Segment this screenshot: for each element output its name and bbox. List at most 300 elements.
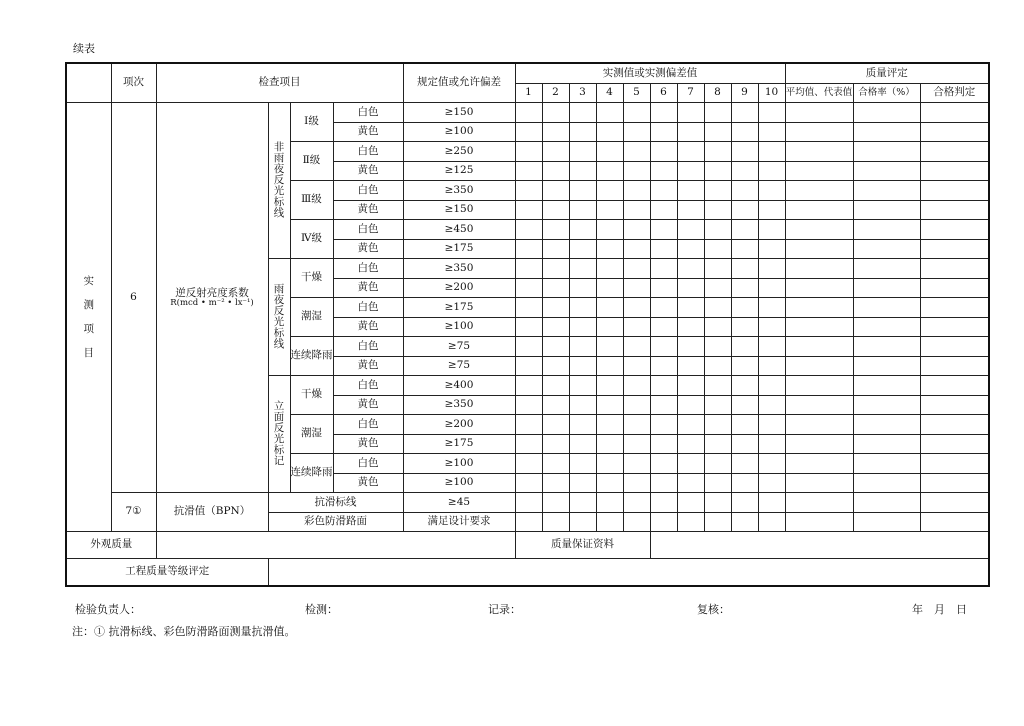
- measure-cell[interactable]: [569, 337, 596, 357]
- measure-cell[interactable]: [853, 337, 920, 357]
- measure-cell[interactable]: [650, 356, 677, 376]
- measure-cell[interactable]: [569, 259, 596, 279]
- measure-cell[interactable]: [704, 220, 731, 240]
- measure-cell[interactable]: [758, 161, 785, 181]
- measure-cell[interactable]: [785, 415, 853, 435]
- measure-cell[interactable]: [920, 493, 989, 513]
- measure-cell[interactable]: [650, 200, 677, 220]
- measure-cell[interactable]: [623, 337, 650, 357]
- measure-cell[interactable]: [569, 317, 596, 337]
- measure-cell[interactable]: [853, 239, 920, 259]
- measure-cell[interactable]: [650, 512, 677, 532]
- measure-cell[interactable]: [542, 512, 569, 532]
- measure-cell[interactable]: [650, 181, 677, 201]
- measure-cell[interactable]: [785, 200, 853, 220]
- measure-cell[interactable]: [731, 181, 758, 201]
- measure-cell[interactable]: [853, 434, 920, 454]
- measure-cell[interactable]: [785, 356, 853, 376]
- measure-cell[interactable]: [731, 239, 758, 259]
- measure-cell[interactable]: [704, 239, 731, 259]
- measure-cell[interactable]: [596, 298, 623, 318]
- measure-cell[interactable]: [758, 259, 785, 279]
- measure-cell[interactable]: [785, 103, 853, 123]
- measure-cell[interactable]: [623, 434, 650, 454]
- measure-cell[interactable]: [731, 473, 758, 493]
- measure-cell[interactable]: [785, 512, 853, 532]
- measure-cell[interactable]: [596, 376, 623, 396]
- measure-cell[interactable]: [596, 122, 623, 142]
- measure-cell[interactable]: [515, 337, 542, 357]
- measure-cell[interactable]: [569, 454, 596, 474]
- measure-cell[interactable]: [704, 473, 731, 493]
- measure-cell[interactable]: [920, 298, 989, 318]
- measure-cell[interactable]: [623, 356, 650, 376]
- measure-cell[interactable]: [650, 259, 677, 279]
- measure-cell[interactable]: [596, 512, 623, 532]
- measure-cell[interactable]: [515, 142, 542, 162]
- sub-label: Ⅰ级: [290, 103, 333, 142]
- measure-cell[interactable]: [785, 298, 853, 318]
- measure-cell[interactable]: [704, 434, 731, 454]
- measure-cell[interactable]: [853, 356, 920, 376]
- measure-cell[interactable]: [731, 103, 758, 123]
- measure-cell[interactable]: [731, 356, 758, 376]
- measure-cell[interactable]: [569, 220, 596, 240]
- measure-cell[interactable]: [704, 259, 731, 279]
- measure-cell[interactable]: [758, 181, 785, 201]
- measure-cell[interactable]: [623, 161, 650, 181]
- measure-cell[interactable]: [853, 473, 920, 493]
- measure-cell[interactable]: [704, 181, 731, 201]
- measure-cell[interactable]: [853, 415, 920, 435]
- measure-cell[interactable]: [542, 259, 569, 279]
- measure-cell[interactable]: [650, 298, 677, 318]
- measure-cell[interactable]: [542, 200, 569, 220]
- measure-cell[interactable]: [515, 278, 542, 298]
- measure-cell[interactable]: [515, 220, 542, 240]
- measure-cell[interactable]: [650, 239, 677, 259]
- measure-cell[interactable]: [569, 512, 596, 532]
- spec-cell: ≥175: [403, 298, 515, 318]
- measure-cell[interactable]: [623, 122, 650, 142]
- measure-cell[interactable]: [542, 415, 569, 435]
- measure-cell[interactable]: [542, 376, 569, 396]
- measure-cell[interactable]: [853, 512, 920, 532]
- measure-cell[interactable]: [650, 493, 677, 513]
- measure-cell[interactable]: [785, 220, 853, 240]
- measure-cell[interactable]: [542, 356, 569, 376]
- measure-cell[interactable]: [677, 220, 704, 240]
- measure-cell[interactable]: [731, 298, 758, 318]
- measure-cell[interactable]: [542, 298, 569, 318]
- measure-cell[interactable]: [920, 259, 989, 279]
- measure-cell[interactable]: [731, 161, 758, 181]
- color-cell: 黄色: [333, 317, 403, 337]
- qa-docs-value[interactable]: [650, 532, 989, 559]
- measure-cell[interactable]: [623, 278, 650, 298]
- measure-cell[interactable]: [677, 122, 704, 142]
- measure-cell[interactable]: [731, 376, 758, 396]
- measure-cell[interactable]: [596, 278, 623, 298]
- measure-cell[interactable]: [920, 512, 989, 532]
- measure-cell[interactable]: [758, 142, 785, 162]
- measure-cell[interactable]: [853, 493, 920, 513]
- measure-cell[interactable]: [853, 298, 920, 318]
- measure-cell[interactable]: [704, 278, 731, 298]
- measure-cell[interactable]: [920, 434, 989, 454]
- spec-cell: ≥100: [403, 473, 515, 493]
- measure-cell[interactable]: [515, 239, 542, 259]
- measure-cell[interactable]: [920, 337, 989, 357]
- measure-cell[interactable]: [758, 512, 785, 532]
- measure-cell[interactable]: [758, 278, 785, 298]
- measure-cell[interactable]: [650, 376, 677, 396]
- measure-cell[interactable]: [569, 239, 596, 259]
- measure-cell[interactable]: [650, 434, 677, 454]
- measure-cell[interactable]: [623, 317, 650, 337]
- measure-cell[interactable]: [623, 512, 650, 532]
- measure-cell[interactable]: [920, 200, 989, 220]
- measure-cell[interactable]: [677, 259, 704, 279]
- measure-cell[interactable]: [596, 103, 623, 123]
- measure-cell[interactable]: [853, 395, 920, 415]
- measure-cell[interactable]: [758, 103, 785, 123]
- measure-cell[interactable]: [650, 142, 677, 162]
- measure-cell[interactable]: [542, 454, 569, 474]
- measure-cell[interactable]: [731, 317, 758, 337]
- measure-cell[interactable]: [677, 142, 704, 162]
- measure-cell[interactable]: [704, 122, 731, 142]
- measure-cell[interactable]: [731, 259, 758, 279]
- measure-cell[interactable]: [785, 434, 853, 454]
- measure-cell[interactable]: [650, 161, 677, 181]
- measure-cell[interactable]: [596, 181, 623, 201]
- measure-cell[interactable]: [515, 473, 542, 493]
- measure-cell[interactable]: [515, 395, 542, 415]
- measure-cell[interactable]: [596, 337, 623, 357]
- measure-cell[interactable]: [785, 122, 853, 142]
- measure-cell[interactable]: [758, 337, 785, 357]
- measure-cell[interactable]: [596, 259, 623, 279]
- measure-cell[interactable]: [623, 239, 650, 259]
- measure-cell[interactable]: [596, 434, 623, 454]
- measure-cell[interactable]: [677, 337, 704, 357]
- qa-docs-label: 质量保证资料: [515, 532, 650, 559]
- measure-cell[interactable]: [569, 278, 596, 298]
- measure-cell[interactable]: [758, 220, 785, 240]
- measure-cell[interactable]: [596, 473, 623, 493]
- measure-cell[interactable]: [758, 493, 785, 513]
- measure-cell[interactable]: [650, 278, 677, 298]
- measure-cell[interactable]: [920, 181, 989, 201]
- measure-cell[interactable]: [569, 376, 596, 396]
- measure-cell[interactable]: [704, 298, 731, 318]
- spec-cell: 满足设计要求: [403, 512, 515, 532]
- measure-cell[interactable]: [704, 415, 731, 435]
- measure-cell[interactable]: [758, 454, 785, 474]
- measure-cell[interactable]: [853, 142, 920, 162]
- measure-cell[interactable]: [853, 317, 920, 337]
- measure-cell[interactable]: [515, 317, 542, 337]
- measure-cell[interactable]: [515, 415, 542, 435]
- measure-cell[interactable]: [623, 376, 650, 396]
- measure-cell[interactable]: [623, 200, 650, 220]
- measure-cell[interactable]: [704, 454, 731, 474]
- header-col-10: 10: [758, 83, 785, 103]
- measure-cell[interactable]: [920, 161, 989, 181]
- measure-cell[interactable]: [677, 181, 704, 201]
- measure-cell[interactable]: [731, 122, 758, 142]
- measure-cell[interactable]: [515, 181, 542, 201]
- measure-cell[interactable]: [758, 356, 785, 376]
- measure-cell[interactable]: [623, 259, 650, 279]
- measure-cell[interactable]: [704, 103, 731, 123]
- measure-cell[interactable]: [542, 103, 569, 123]
- measure-cell[interactable]: [920, 376, 989, 396]
- measure-cell[interactable]: [596, 454, 623, 474]
- measure-cell[interactable]: [785, 161, 853, 181]
- measure-cell[interactable]: [596, 395, 623, 415]
- measure-cell[interactable]: [623, 181, 650, 201]
- measure-cell[interactable]: [650, 317, 677, 337]
- measure-cell[interactable]: [785, 278, 853, 298]
- measure-cell[interactable]: [677, 356, 704, 376]
- measure-cell[interactable]: [596, 220, 623, 240]
- measure-cell[interactable]: [515, 259, 542, 279]
- measure-cell[interactable]: [758, 200, 785, 220]
- measure-cell[interactable]: [758, 473, 785, 493]
- measure-cell[interactable]: [920, 220, 989, 240]
- measure-cell[interactable]: [542, 395, 569, 415]
- measure-cell[interactable]: [853, 220, 920, 240]
- measure-cell[interactable]: [650, 103, 677, 123]
- measure-cell[interactable]: [704, 395, 731, 415]
- header-col-5: 5: [623, 83, 650, 103]
- measure-cell[interactable]: [677, 493, 704, 513]
- measure-cell[interactable]: [623, 298, 650, 318]
- measure-cell[interactable]: [785, 473, 853, 493]
- measure-cell[interactable]: [785, 376, 853, 396]
- measure-cell[interactable]: [677, 103, 704, 123]
- measure-cell[interactable]: [515, 493, 542, 513]
- measure-cell[interactable]: [623, 473, 650, 493]
- measure-cell[interactable]: [920, 142, 989, 162]
- measure-cell[interactable]: [920, 356, 989, 376]
- measure-cell[interactable]: [542, 220, 569, 240]
- measure-cell[interactable]: [920, 454, 989, 474]
- measure-cell[interactable]: [542, 181, 569, 201]
- measure-cell[interactable]: [758, 415, 785, 435]
- measure-cell[interactable]: [731, 415, 758, 435]
- measure-cell[interactable]: [596, 317, 623, 337]
- measure-cell[interactable]: [785, 395, 853, 415]
- measure-cell[interactable]: [569, 395, 596, 415]
- measure-cell[interactable]: [758, 317, 785, 337]
- measure-cell[interactable]: [542, 317, 569, 337]
- measure-cell[interactable]: [623, 395, 650, 415]
- measure-cell[interactable]: [596, 239, 623, 259]
- measure-cell[interactable]: [515, 512, 542, 532]
- measure-cell[interactable]: [920, 415, 989, 435]
- measure-cell[interactable]: [542, 239, 569, 259]
- measure-cell[interactable]: [569, 200, 596, 220]
- measure-cell[interactable]: [542, 337, 569, 357]
- measure-cell[interactable]: [677, 434, 704, 454]
- measure-cell[interactable]: [677, 512, 704, 532]
- measure-cell[interactable]: [704, 142, 731, 162]
- measure-cell[interactable]: [758, 239, 785, 259]
- measure-cell[interactable]: [677, 415, 704, 435]
- measure-cell[interactable]: [650, 337, 677, 357]
- measure-cell[interactable]: [515, 298, 542, 318]
- measure-cell[interactable]: [853, 376, 920, 396]
- measure-cell[interactable]: [677, 161, 704, 181]
- measure-cell[interactable]: [569, 356, 596, 376]
- measure-cell[interactable]: [623, 415, 650, 435]
- measure-cell[interactable]: [785, 337, 853, 357]
- measure-cell[interactable]: [515, 122, 542, 142]
- measure-cell[interactable]: [785, 317, 853, 337]
- measure-cell[interactable]: [785, 493, 853, 513]
- measure-cell[interactable]: [920, 473, 989, 493]
- measure-cell[interactable]: [785, 142, 853, 162]
- measure-cell[interactable]: [853, 181, 920, 201]
- measure-cell[interactable]: [704, 200, 731, 220]
- measure-cell[interactable]: [515, 356, 542, 376]
- measure-cell[interactable]: [542, 278, 569, 298]
- measure-cell[interactable]: [623, 454, 650, 474]
- measure-cell[interactable]: [853, 454, 920, 474]
- measure-cell[interactable]: [542, 473, 569, 493]
- measure-cell[interactable]: [623, 220, 650, 240]
- measure-cell[interactable]: [515, 376, 542, 396]
- measure-cell[interactable]: [569, 142, 596, 162]
- measure-cell[interactable]: [920, 239, 989, 259]
- spec-cell: ≥45: [403, 493, 515, 513]
- measure-cell[interactable]: [920, 317, 989, 337]
- measure-cell[interactable]: [785, 259, 853, 279]
- measure-cell[interactable]: [758, 298, 785, 318]
- measure-cell[interactable]: [785, 181, 853, 201]
- measure-cell[interactable]: [542, 161, 569, 181]
- measure-cell[interactable]: [596, 493, 623, 513]
- measure-cell[interactable]: [731, 200, 758, 220]
- measure-cell[interactable]: [677, 317, 704, 337]
- measure-cell[interactable]: [623, 493, 650, 513]
- measure-cell[interactable]: [650, 454, 677, 474]
- measure-cell[interactable]: [731, 142, 758, 162]
- measure-cell[interactable]: [704, 512, 731, 532]
- measure-cell[interactable]: [650, 415, 677, 435]
- item7-sub-label: 彩色防滑路面: [268, 512, 403, 532]
- measure-cell[interactable]: [920, 122, 989, 142]
- measure-cell[interactable]: [677, 454, 704, 474]
- measure-cell[interactable]: [677, 395, 704, 415]
- measure-cell[interactable]: [853, 161, 920, 181]
- measure-cell[interactable]: [731, 454, 758, 474]
- measure-cell[interactable]: [731, 395, 758, 415]
- measure-cell[interactable]: [569, 493, 596, 513]
- measure-cell[interactable]: [704, 493, 731, 513]
- measure-cell[interactable]: [785, 239, 853, 259]
- measure-cell[interactable]: [731, 512, 758, 532]
- measure-cell[interactable]: [542, 142, 569, 162]
- measure-cell[interactable]: [542, 122, 569, 142]
- grade-value[interactable]: [268, 559, 989, 587]
- measure-cell[interactable]: [920, 395, 989, 415]
- measure-cell[interactable]: [758, 376, 785, 396]
- measure-cell[interactable]: [569, 473, 596, 493]
- measure-cell[interactable]: [569, 161, 596, 181]
- measure-cell[interactable]: [704, 337, 731, 357]
- measure-cell[interactable]: [853, 103, 920, 123]
- measure-cell[interactable]: [677, 376, 704, 396]
- sub-label: 潮湿: [290, 298, 333, 337]
- measure-cell[interactable]: [853, 278, 920, 298]
- measure-cell[interactable]: [704, 356, 731, 376]
- measure-cell[interactable]: [569, 103, 596, 123]
- measure-cell[interactable]: [515, 434, 542, 454]
- measure-cell[interactable]: [542, 434, 569, 454]
- measure-cell[interactable]: [542, 493, 569, 513]
- measure-cell[interactable]: [677, 473, 704, 493]
- measure-cell[interactable]: [596, 161, 623, 181]
- measure-cell[interactable]: [785, 454, 853, 474]
- measure-cell[interactable]: [569, 415, 596, 435]
- measure-cell[interactable]: [677, 239, 704, 259]
- measure-cell[interactable]: [515, 161, 542, 181]
- measure-cell[interactable]: [650, 395, 677, 415]
- measure-cell[interactable]: [704, 161, 731, 181]
- measure-cell[interactable]: [596, 142, 623, 162]
- measure-cell[interactable]: [731, 220, 758, 240]
- measure-cell[interactable]: [677, 200, 704, 220]
- measure-cell[interactable]: [758, 395, 785, 415]
- measure-cell[interactable]: [515, 103, 542, 123]
- measure-cell[interactable]: [569, 181, 596, 201]
- measure-cell[interactable]: [623, 142, 650, 162]
- measure-cell[interactable]: [704, 317, 731, 337]
- measure-cell[interactable]: [623, 103, 650, 123]
- measure-cell[interactable]: [920, 103, 989, 123]
- measure-cell[interactable]: [853, 122, 920, 142]
- measure-cell[interactable]: [731, 337, 758, 357]
- measure-cell[interactable]: [704, 376, 731, 396]
- measure-cell[interactable]: [596, 200, 623, 220]
- measure-cell[interactable]: [569, 298, 596, 318]
- measure-cell[interactable]: [569, 434, 596, 454]
- measure-cell[interactable]: [650, 122, 677, 142]
- measure-cell[interactable]: [596, 415, 623, 435]
- measure-cell[interactable]: [853, 200, 920, 220]
- measure-cell[interactable]: [731, 434, 758, 454]
- measure-cell[interactable]: [515, 454, 542, 474]
- measure-cell[interactable]: [731, 278, 758, 298]
- measure-cell[interactable]: [920, 278, 989, 298]
- measure-cell[interactable]: [677, 278, 704, 298]
- measure-cell[interactable]: [650, 220, 677, 240]
- measure-cell[interactable]: [853, 259, 920, 279]
- appearance-value[interactable]: [156, 532, 515, 559]
- measure-cell[interactable]: [569, 122, 596, 142]
- measure-cell[interactable]: [758, 434, 785, 454]
- measure-cell[interactable]: [596, 356, 623, 376]
- measure-cell[interactable]: [731, 493, 758, 513]
- measure-cell[interactable]: [650, 473, 677, 493]
- measure-cell[interactable]: [515, 200, 542, 220]
- measure-cell[interactable]: [677, 298, 704, 318]
- measure-cell[interactable]: [758, 122, 785, 142]
